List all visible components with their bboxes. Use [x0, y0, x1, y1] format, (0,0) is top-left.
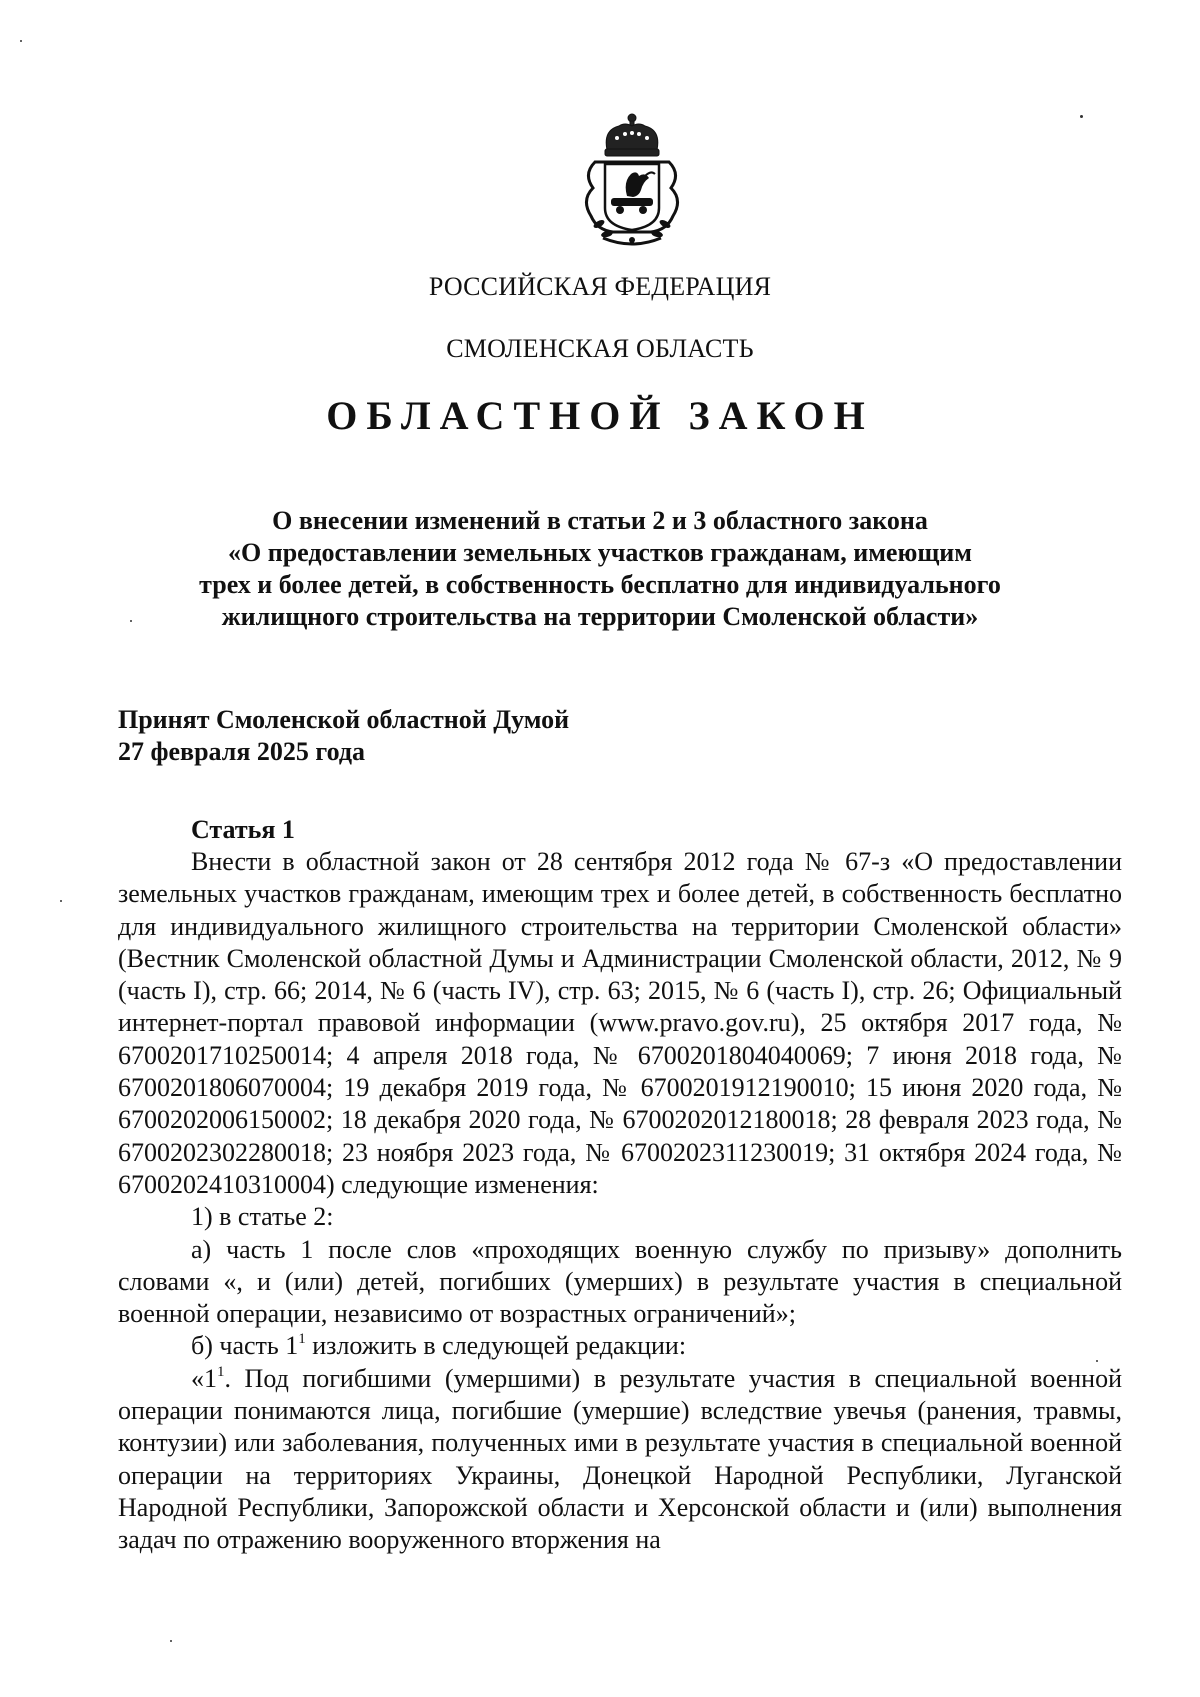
scan-speck	[170, 1640, 172, 1642]
scan-speck	[20, 40, 22, 42]
law-title	[150, 505, 1050, 633]
superscript: 1	[298, 1331, 306, 1348]
document-type: ОБЛАСТНОЙ ЗАКОН	[326, 393, 874, 438]
law-title-line: трех и более детей, в собственность бесплатно для индивидуального	[199, 570, 1001, 599]
law-title-line: жилищного строительства на территории Смоленской области»	[221, 602, 979, 631]
coat-of-arms-icon	[573, 112, 691, 248]
article-body	[118, 846, 1122, 1557]
scan-speck	[130, 620, 132, 622]
adoption-body: Принят Смоленской областной Думой	[118, 705, 570, 734]
paragraph-text: . Под погибшими (умершими) в результате участия в специальной военной операции понимаются лица, погибшие (умершие) вследствие увечья (ранения, травмы, контузии) или заболевания, полученных ими в результате участия в специальной военной операции на территориях Украины, Донецкой Народной Республики, Луганской Народной Республики, Запорожской области и Херсонской области и (или) выполнения задач по отражению вооруженного вторжения на	[118, 1363, 1122, 1555]
paragraph-text: б) часть 1	[191, 1331, 299, 1361]
article-heading: Статья 1	[191, 815, 295, 844]
paragraph: а) часть 1 после слов «проходящих военную службу по призыву» дополнить словами «, и (или) детей, погибших (умерших) в результате участия в специальной военной операции, независимо от возрастных ограничений»;	[118, 1234, 1122, 1329]
paragraph: 1) в статье 2:	[191, 1202, 334, 1232]
superscript: 1	[217, 1363, 225, 1380]
paragraph	[118, 1330, 1122, 1362]
country-heading: РОССИЙСКАЯ ФЕДЕРАЦИЯ	[428, 272, 772, 301]
paragraph	[118, 1363, 1122, 1557]
adoption-note	[118, 704, 569, 768]
scan-speck	[1080, 115, 1083, 118]
law-title-line: «О предоставлении земельных участков гражданам, имеющим	[228, 538, 972, 567]
scan-speck	[1096, 1360, 1098, 1362]
paragraph: Внести в областной закон от 28 сентября 2012 года № 67-з «О предоставлении земельных участков гражданам, имеющим трех и более детей, в собственность бесплатно для индивидуального жилищного строительства на территории Смоленской области» (Вестник Смоленской областной Думы и Администрации Смоленской области, 2012, № 9 (часть I), стр. 66; 2014, № 6 (часть IV), стр. 63; 2015, № 6 (часть I), стр. 26; Официальный интернет-портал правовой информации (www.pravo.gov.ru), 25 октября 2017 года, № 6700201710250014; 4 апреля 2018 года, № 6700201804040069; 7 июня 2018 года, № 6700201806070004; 19 декабря 2019 года, № 6700201912190010; 15 июня 2020 года, № 6700202006150002; 18 декабря 2020 года, № 6700202012180018; 28 февраля 2023 года, № 6700202302280018; 23 ноября 2023 года, № 6700202311230019; 31 октября 2024 года, № 6700202410310004) следующие изменения:	[118, 847, 1122, 1199]
law-title-line: О внесении изменений в статьи 2 и 3 областного закона	[272, 506, 928, 535]
paragraph-text: изложить в следующей редакции:	[305, 1331, 687, 1361]
scan-speck	[60, 900, 62, 902]
region-heading: СМОЛЕНСКАЯ ОБЛАСТЬ	[446, 334, 754, 363]
adoption-date: 27 февраля 2025 года	[118, 737, 365, 766]
paragraph-text: «1	[191, 1363, 217, 1393]
